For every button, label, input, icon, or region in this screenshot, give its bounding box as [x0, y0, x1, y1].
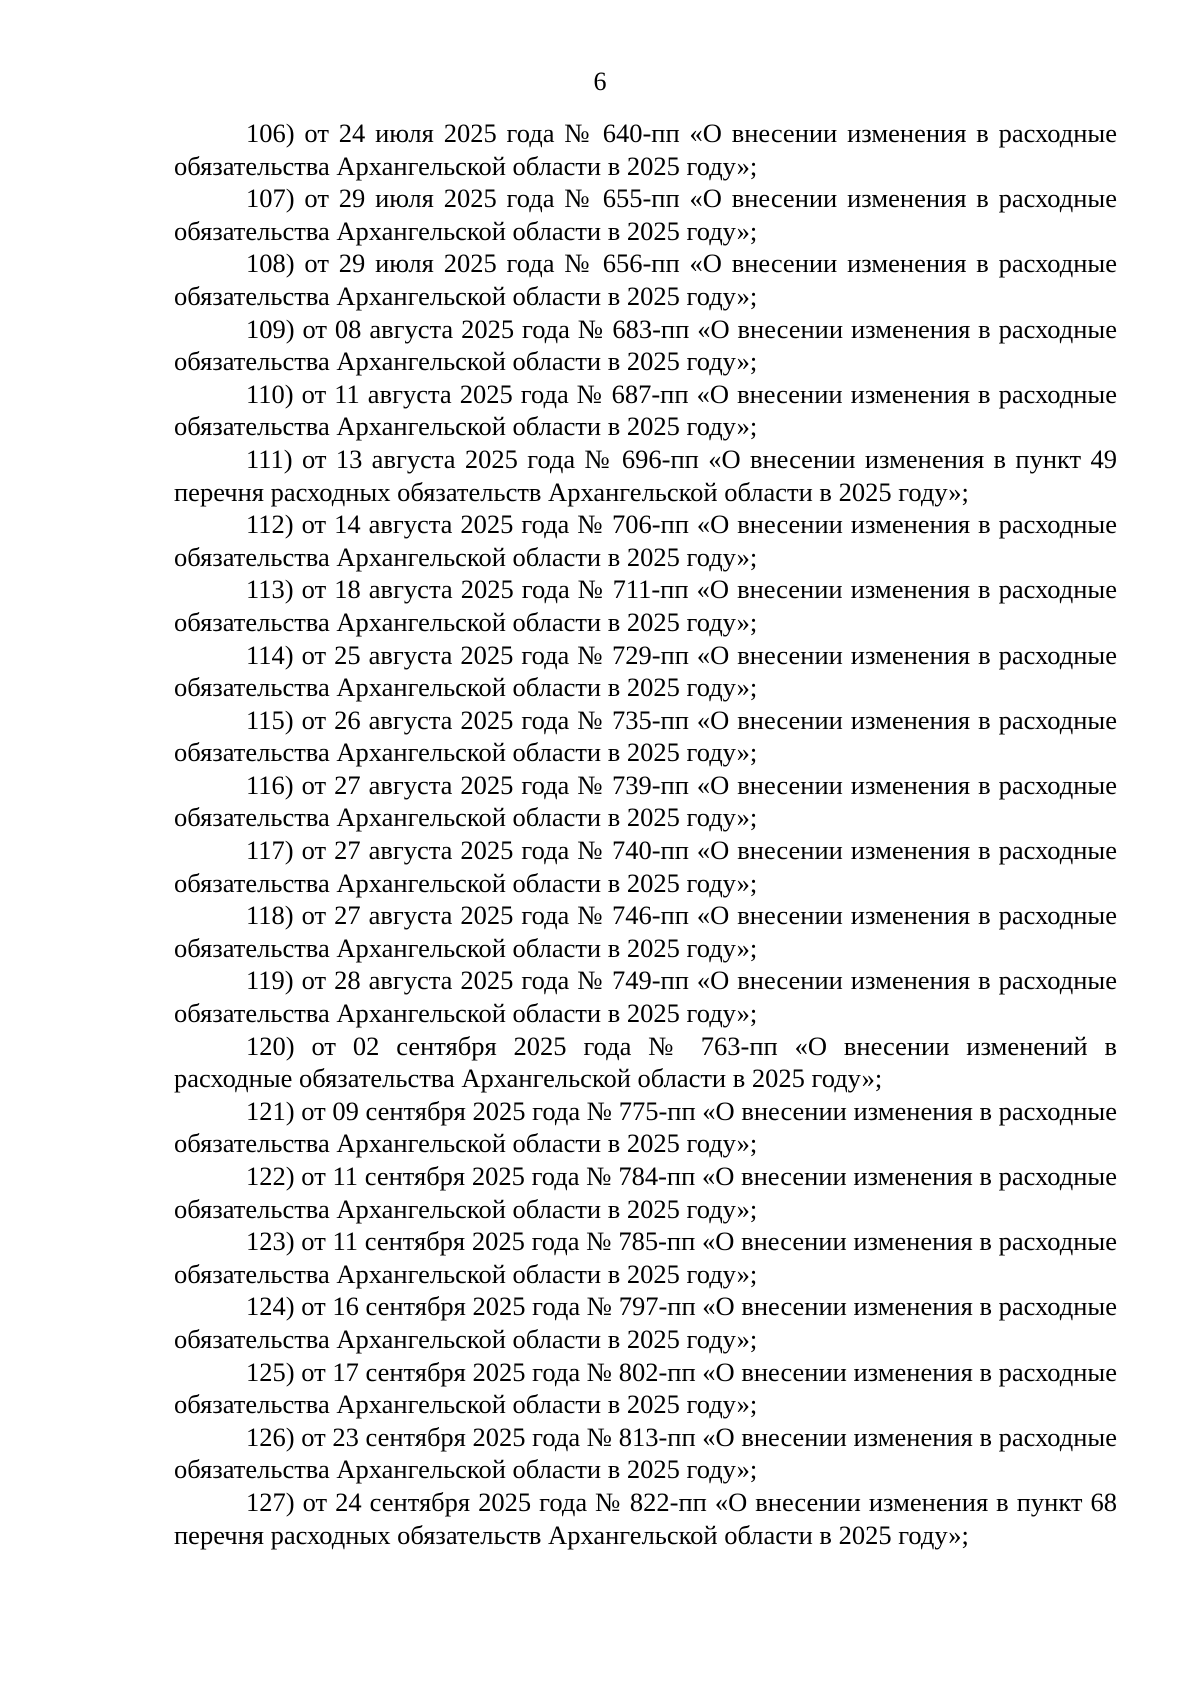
list-item: 123) от 11 сентября 2025 года № 785-пп «О внесении изменения в расходные обязательства Архангельской области в 2025 году»;: [174, 1226, 1117, 1289]
list-item: 122) от 11 сентября 2025 года № 784-пп «О внесении изменения в расходные обязательства Архангельской области в 2025 году»;: [174, 1161, 1117, 1224]
list-item: 106) от 24 июля 2025 года № 640-пп «О внесении изменения в расходные обязательства Архангельской области в 2025 году»;: [174, 118, 1117, 181]
list-item: 126) от 23 сентября 2025 года № 813-пп «О внесении изменения в расходные обязательства Архангельской области в 2025 году»;: [174, 1421, 1117, 1485]
list-item: 124) от 16 сентября 2025 года № 797-пп «О внесении изменения в расходные обязательства Архангельской области в 2025 году»;: [174, 1291, 1117, 1354]
list-item: 125) от 17 сентября 2025 года № 802-пп «О внесении изменения в расходные обязательства Архангельской области в 2025 году»;: [174, 1356, 1117, 1420]
list-item: 117) от 27 августа 2025 года № 740-пп «О внесении изменения в расходные обязательства Архангельской области в 2025 году»;: [174, 835, 1117, 898]
list-item: 119) от 28 августа 2025 года № 749-пп «О внесении изменения в расходные обязательства Архангельской области в 2025 году»;: [174, 965, 1117, 1029]
list-item: 121) от 09 сентября 2025 года № 775-пп «О внесении изменения в расходные обязательства Архангельской области в 2025 году»;: [174, 1095, 1117, 1159]
list-item: 120) от 02 сентября 2025 года № 763-пп «О внесении изменений в расходные обязательства Архангельской области в 2025 году»;: [174, 1030, 1117, 1094]
decree-list: [174, 117, 1117, 1551]
list-item: 107) от 29 июля 2025 года № 655-пп «О внесении изменения в расходные обязательства Архангельской области в 2025 году»;: [174, 183, 1117, 246]
page-number: 6: [593, 67, 607, 96]
list-item: 118) от 27 августа 2025 года № 746-пп «О внесении изменения в расходные обязательства Архангельской области в 2025 году»;: [174, 900, 1117, 963]
list-item: 109) от 08 августа 2025 года № 683-пп «О внесении изменения в расходные обязательства Архангельской области в 2025 году»;: [174, 313, 1117, 377]
list-item: 127) от 24 сентября 2025 года № 822-пп «О внесении изменения в пункт 68 перечня расходных обязательств Архангельской области в 2025 году»;: [174, 1486, 1117, 1550]
list-item: 116) от 27 августа 2025 года № 739-пп «О внесении изменения в расходные обязательства Архангельской области в 2025 году»;: [174, 769, 1117, 833]
list-item: 108) от 29 июля 2025 года № 656-пп «О внесении изменения в расходные обязательства Архангельской области в 2025 году»;: [174, 248, 1117, 311]
list-item: 112) от 14 августа 2025 года № 706-пп «О внесении изменения в расходные обязательства Архангельской области в 2025 году»;: [174, 509, 1117, 572]
list-item: 115) от 26 августа 2025 года № 735-пп «О внесении изменения в расходные обязательства Архангельской области в 2025 году»;: [174, 704, 1117, 768]
list-item: 110) от 11 августа 2025 года № 687-пп «О внесении изменения в расходные обязательства Архангельской области в 2025 году»;: [174, 378, 1117, 442]
list-item: 111) от 13 августа 2025 года № 696-пп «О внесении изменения в пункт 49 перечня расходных обязательств Архангельской области в 2025 году»;: [174, 443, 1117, 507]
list-item: 113) от 18 августа 2025 года № 711-пп «О внесении изменения в расходные обязательства Архангельской области в 2025 году»;: [174, 574, 1117, 637]
list-item: 114) от 25 августа 2025 года № 729-пп «О внесении изменения в расходные обязательства Архангельской области в 2025 году»;: [174, 639, 1117, 703]
